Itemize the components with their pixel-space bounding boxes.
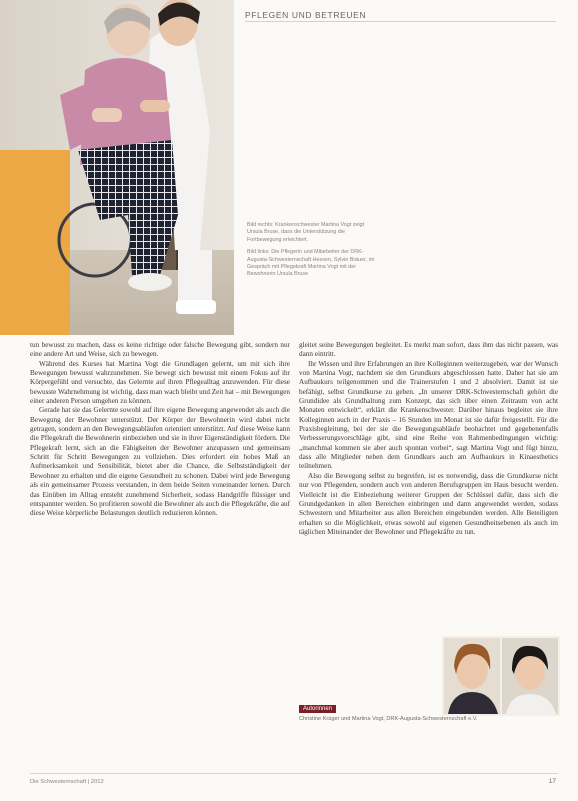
paragraph: Ihr Wissen und ihre Erfahrungen an ihre Kolleginnen weiterzugeben, war der Wunsch von Martina Vogt, nachdem sie den Grundkurs abgeschlossen hatte. Daher hat sie am Aufbaukurs teilgenommen und die Trainerstufen 1 und 2 absolviert. Damit ist sie befähigt, selbst Grundkurse zu geben. „In unserer DRK-Schwesternschaft gehört die Grundidee als Grundhaltung zum Konzept, das sich über einen Zeitraum von acht Monaten entwickelt“, erklärt die Krankenschwester. Darüber hinaus begleitet sie ihre Kolleginnen auch in der Praxis – 16 Stunden im Monat ist sie dafür freigestellt. Für die Praxisbegleitung, bei der sie die Bewegungsabläufe beobachtet und gegebenenfalls Verbesserungsvorschläge gibt, sind eine Reihe von Rahmenbedingungen wichtig: „manchmal kommen sie aber auch spontan vorbei“, sagt Martina Vogt und fügt hinzu, dass alle Mitglieder neben dem Grundkurs auch am Aufbaukurs in Kinaesthetics teilnehmen.	[299, 359, 558, 471]
paragraph: tun bewusst zu machen, dass es keine richtige oder falsche Bewegung gibt, sondern nur eine andere Art und Weise, sich zu bewegen.	[30, 341, 290, 359]
author-names: Christine Krüger und Martina Vogt, DRK-Augusta-Schwesternschaft e.V.	[299, 716, 478, 722]
page-number: 17	[548, 778, 556, 785]
paragraph: Also die Bewegung selbst zu begreifen, ist es notwendig, dass die Grundkurse nicht nur von Pflegenden, sondern auch von anderen Berufsgruppen im Haus besucht werden. Vielleicht ist die Einbeziehung weiterer Gruppen der Schlüssel dafür, dass sich die Grundgedanken in allen Bereichen einbringen und dann angewendet werden, sodass Schwestern und Mitarbeiter aus allen Bereichen eingebunden werden. Alle Beteiligten erhalten so die Möglichkeit, etwas sowohl auf eigenen Gesundheitsebenen als auch im täglichen Miteinander der Bewohner und Pflegekräfte zu tun.	[299, 471, 558, 536]
caption-left: Bild links: Die Pflegerin und Mitarbeiter der DRK-Augusta-Schwesternschaft Hessen, Sylvie Bräuer, im Gespräch mit Pflegekraft Martina Vogt mit der Bewohnerin Ursula Bruse	[247, 249, 375, 278]
paragraph: Gerade hat sie das Gelernte sowohl auf ihre eigene Bewegung angewendet als auch die Bewegung der Bewohner unterstützt. Der Körper der Bewohnerin wird dabei nicht getragen, sondern an den Bewegungsabläufen orientiert unterstützt. Auf diese Weise kann die Pflegekraft die Bewohnerin einbeziehen und sie in ihrer Eigenständigkeit fördern. Die Pflegekraft lernt, sich an die Fähigkeiten der Bewohner anzupassen und gemeinsam Schritt für Schritt Bewegungen zu vollziehen. Dies erfordert ein hohes Maß an Aufmerksamkeit und Sensibilität, bietet aber die Chance, die Selbstständigkeit der Bewohner zu erhalten und die eigene Gesundheit zu schonen. Dabei wird jede Bewegung als ein gemeinsamer Prozess verstanden, in dem beide Seiten voneinander lernen. Durch das Einüben im Alltag entsteht zunehmend Sicherheit, sodass Handgriffe flüssiger und entspannter werden. So profitieren sowohl die Bewohner als auch die Pflegekräfte, die auf diese Weise körperliche Belastungen deutlich reduzieren können.	[30, 406, 290, 518]
section-title: PFLEGEN UND BETREUEN	[245, 10, 367, 20]
authors-badge: Autorinnen	[299, 705, 336, 713]
publication-info: Die Schwesternschaft | 2012	[30, 779, 104, 785]
author-portraits	[442, 636, 560, 716]
footer-divider	[30, 773, 558, 774]
paragraph: Während des Kurses hat Martina Vogt die Grundlagen gelernt, um mit sich ihre Bewegungen bewusst wahrzunehmen. Sie bewegt sich bewusst mit einem Fokus auf ihr Körpergefühl und versuchte, das Gelernte auf ihren Pflegealltag anzuwenden. Für diese bewusste Wahrnehmung ist wichtig, dass man wach bleibt und Zeit hat – mit Bewegungen einer anderen Person umgehen zu können.	[30, 359, 290, 406]
caption-right: Bild rechts: Krankenschwester Martina Vogt zeigt Ursula Bruse, dass die Unterstützung die Fortbewegung erleichtert.	[247, 222, 365, 243]
photo-captions	[247, 222, 377, 284]
author-portraits-illustration	[442, 636, 560, 716]
photo-illustration	[0, 0, 234, 335]
article-right-column	[299, 341, 558, 537]
paragraph: gleitet seine Bewegungen begleitet. Es merkt man sofort, dass ihm das nicht passen, was dann eintritt.	[299, 341, 558, 359]
article-photo	[0, 0, 234, 335]
article-left-column	[30, 341, 290, 519]
header-divider	[245, 21, 556, 22]
